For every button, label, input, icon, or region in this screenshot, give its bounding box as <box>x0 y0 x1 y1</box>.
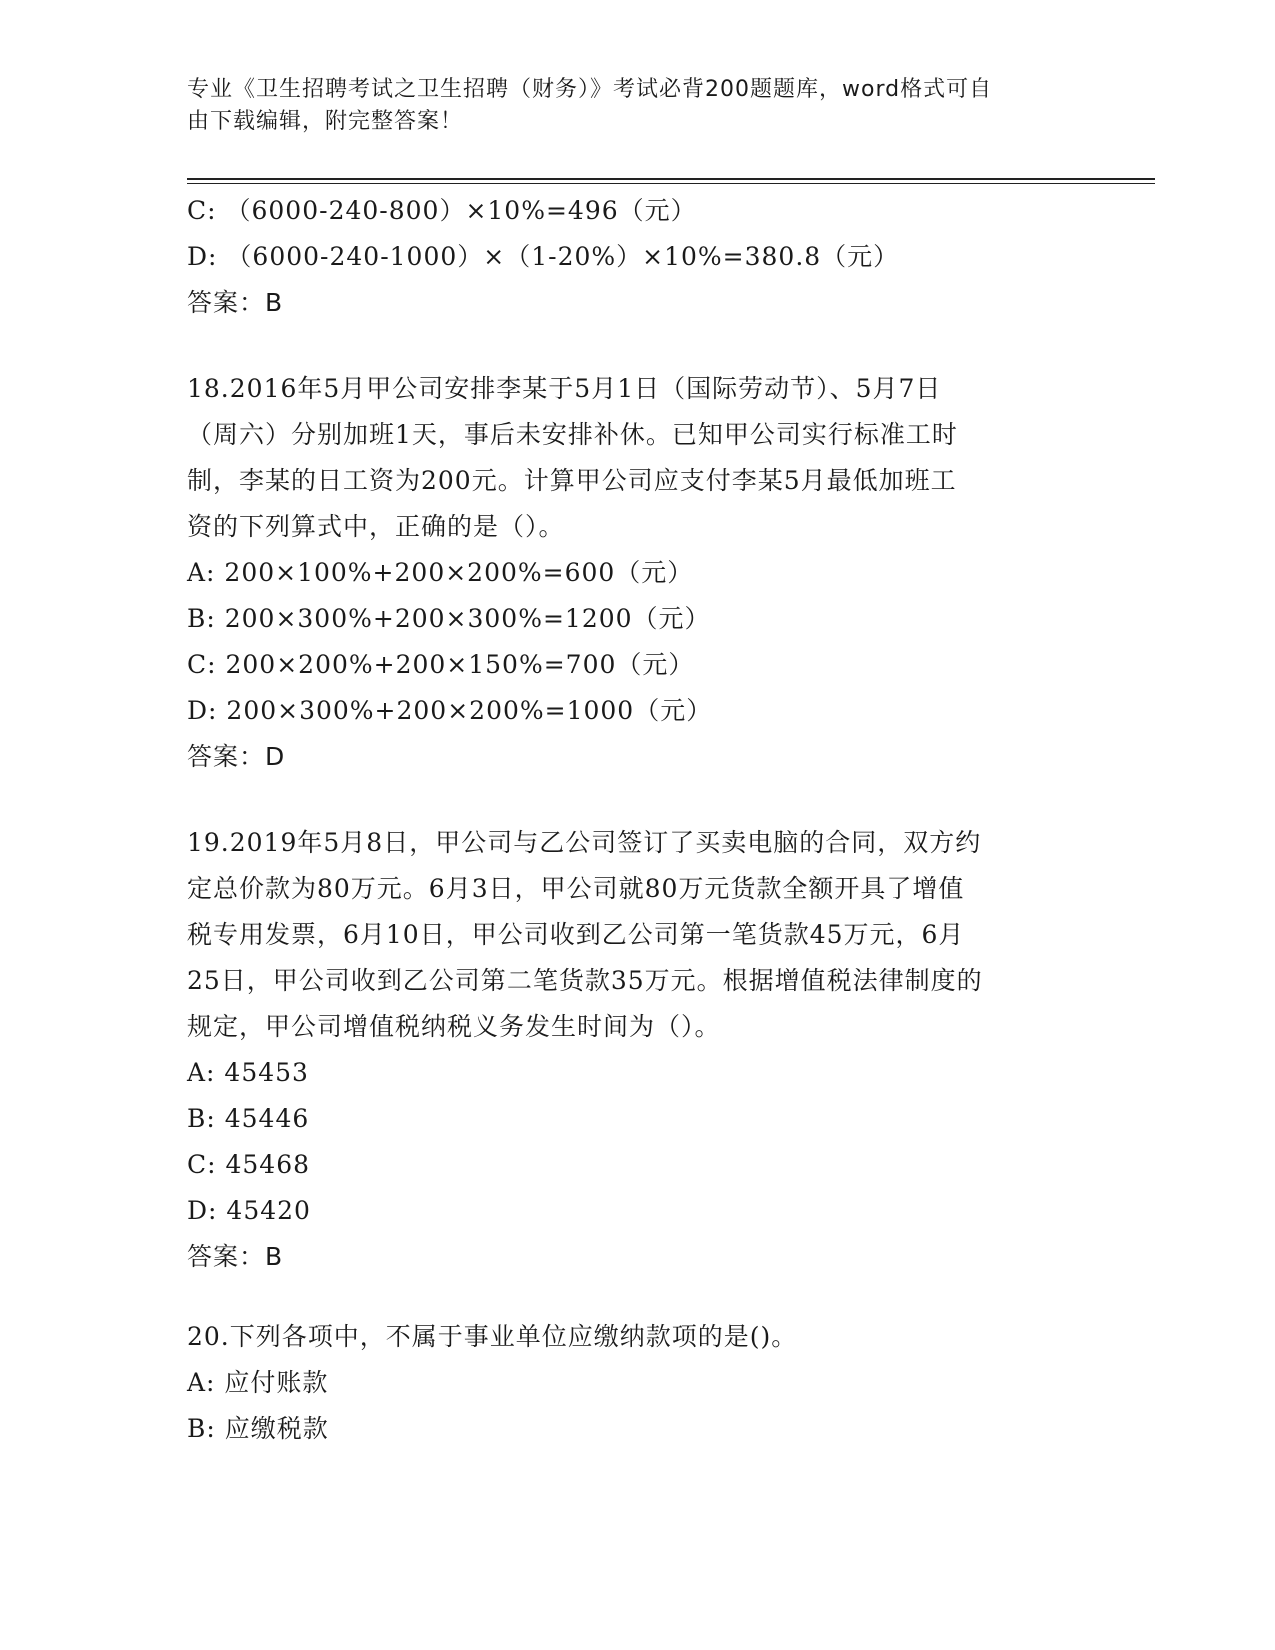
question-text-line: 资的下列算式中，正确的是（）。 <box>187 512 565 541</box>
question-text-line: 制，李某的日工资为200元。计算甲公司应支付李某5月最低加班工 <box>187 466 957 495</box>
answer: 答案：D <box>187 742 286 771</box>
spacer <box>187 1280 1087 1314</box>
question-19 <box>187 820 1087 1280</box>
question-text-line: 25日，甲公司收到乙公司第二笔货款35万元。根据增值税法律制度的 <box>187 966 983 995</box>
question-text-line: 19.2019年5月8日，甲公司与乙公司签订了买卖电脑的合同，双方约 <box>187 828 982 857</box>
question-text-line: 规定，甲公司增值税纳税义务发生时间为（）。 <box>187 1012 721 1041</box>
header-divider-thick <box>187 178 1155 180</box>
option-d: D: 200×300%+200×200%=1000（元） <box>187 696 713 725</box>
header-title-line-1: 专业《卫生招聘考试之卫生招聘（财务）》考试必背200题题库，word格式可自 <box>187 77 993 102</box>
question-20 <box>187 1314 1087 1452</box>
option-b: B: 45446 <box>187 1104 310 1133</box>
header-title-line-2: 由下载编辑，附完整答案！ <box>187 109 464 134</box>
option-d: D: 45420 <box>187 1196 311 1225</box>
question-18 <box>187 366 1087 780</box>
option-b: B: 200×300%+200×300%=1200（元） <box>187 604 711 633</box>
option-d: D: （6000-240-1000）×（1-20%）×10%=380.8（元） <box>187 242 900 271</box>
question-text-line: 税专用发票，6月10日，甲公司收到乙公司第一笔货款45万元，6月 <box>187 920 965 949</box>
document-header <box>187 74 1087 138</box>
question-text-line: 定总价款为80万元。6月3日，甲公司就80万元货款全额开具了增值 <box>187 874 965 903</box>
option-a: A: 200×100%+200×200%=600（元） <box>187 558 694 587</box>
answer: 答案：B <box>187 1242 284 1271</box>
question-text-line: （周六）分别加班1天，事后未安排补休。已知甲公司实行标准工时 <box>187 420 958 449</box>
option-b: B: 应缴税款 <box>187 1414 329 1443</box>
document-body <box>187 188 1087 1452</box>
answer: 答案：B <box>187 288 284 317</box>
question-17 <box>187 188 1087 326</box>
question-text-line: 20.下列各项中，不属于事业单位应缴纳款项的是()。 <box>187 1322 798 1351</box>
question-text-line: 18.2016年5月甲公司安排李某于5月1日（国际劳动节）、5月7日 <box>187 374 942 403</box>
option-c: C: （6000-240-800）×10%=496（元） <box>187 196 697 225</box>
spacer <box>187 326 1087 366</box>
option-a: A: 应付账款 <box>187 1368 329 1397</box>
header-divider <box>187 178 1155 185</box>
option-c: C: 45468 <box>187 1150 311 1179</box>
option-a: A: 45453 <box>187 1058 309 1087</box>
spacer <box>187 780 1087 820</box>
option-c: C: 200×200%+200×150%=700（元） <box>187 650 695 679</box>
header-divider-thin <box>187 183 1155 184</box>
